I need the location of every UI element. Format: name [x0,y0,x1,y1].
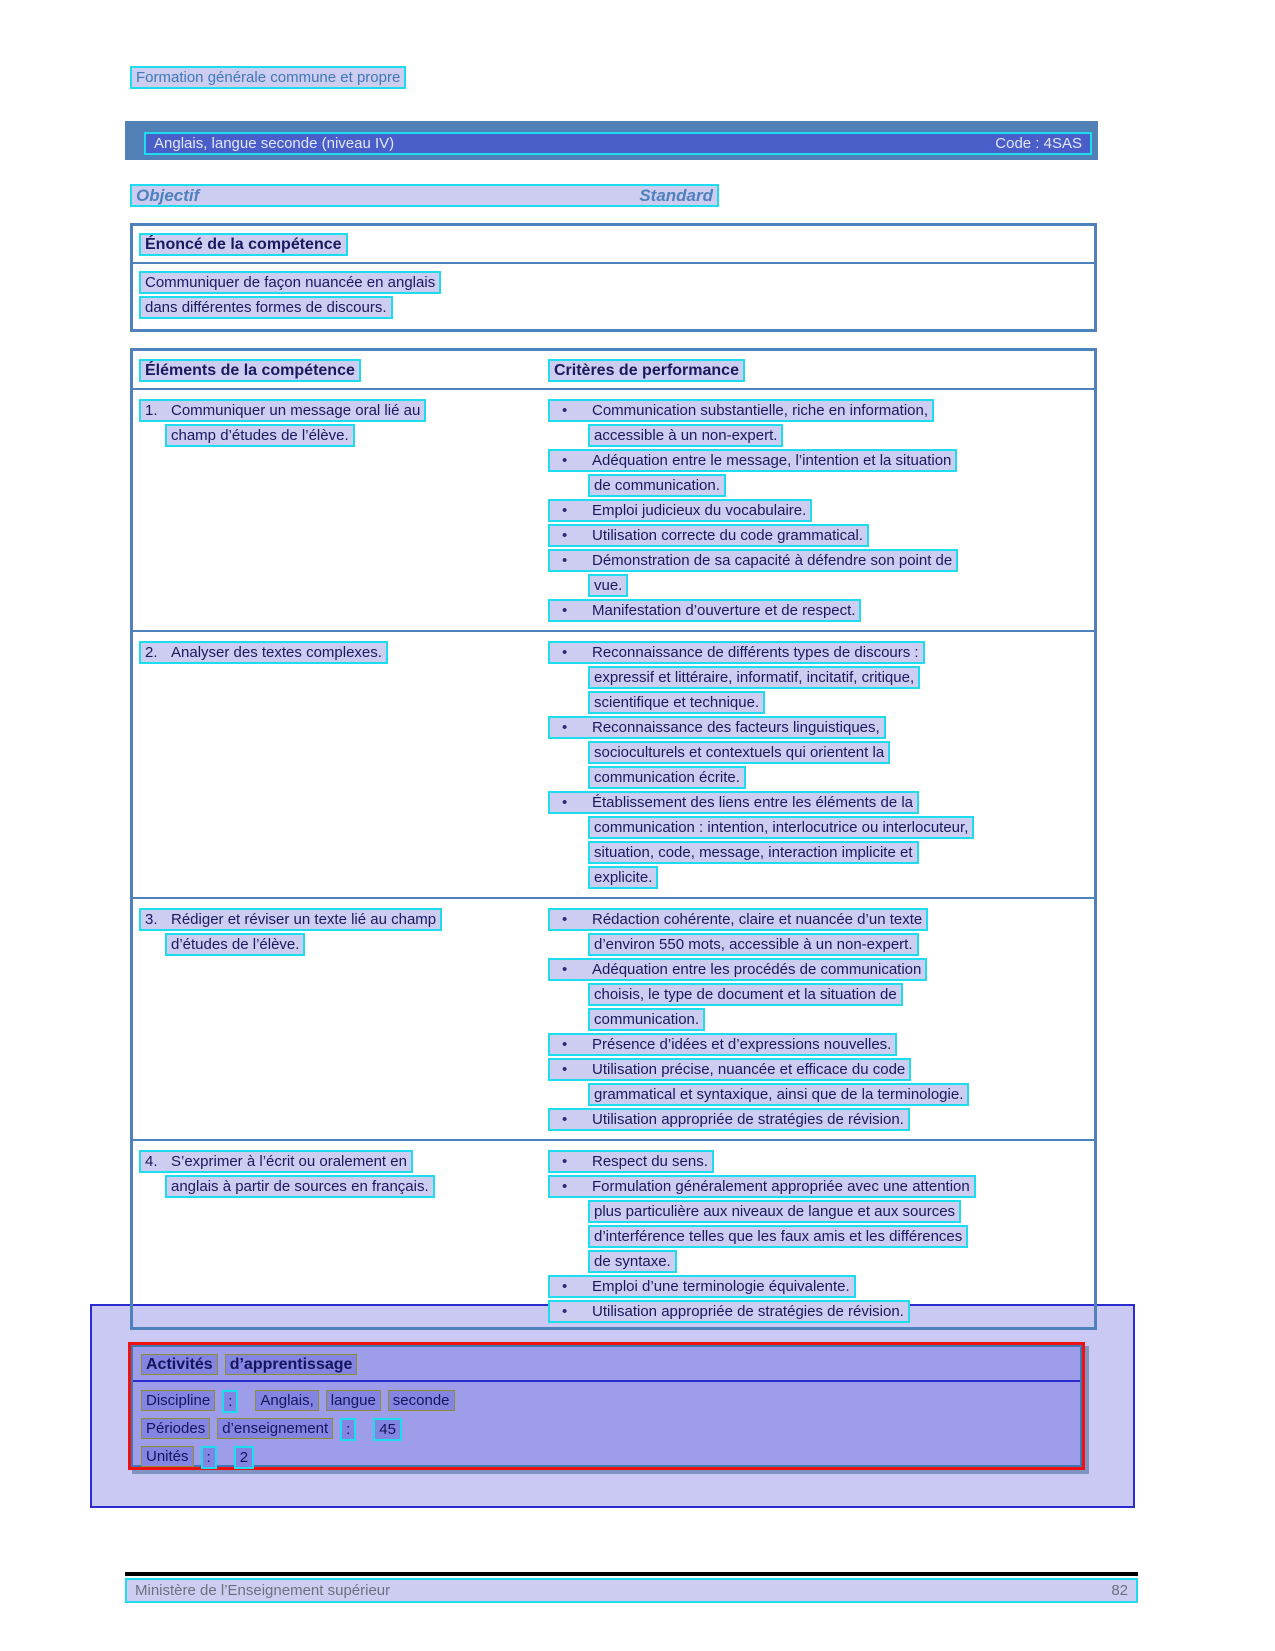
col2-header-cell [548,359,1094,382]
criterion-line [548,1150,1094,1173]
criterion-text-line: • Communication substantielle, riche en information, [548,399,934,422]
activities-colon: : [340,1418,356,1441]
header-note-text: Formation générale commune et propre [130,66,406,89]
criterion-line [548,574,1094,597]
element-line [139,908,548,931]
criterion-line [548,1108,1094,1131]
course-title: Anglais, langue seconde (niveau IV) [154,135,395,152]
criterion-text-line: de communication. [588,474,726,497]
criterion-text-line: situation, code, message, interaction implicite et [588,841,919,864]
enonce-table-header [133,226,1094,264]
element-cell [133,399,548,624]
activities-title-word: d’apprentissage [225,1354,358,1375]
criterion-text-line: accessible à un non-expert. [588,424,783,447]
competency-table [130,348,1097,1330]
criterion-line [548,499,1094,522]
criterion-line [548,716,1094,739]
criterion-line [548,1033,1094,1056]
criterion-text-line: communication : intention, interlocutrice ou interlocuteur, [588,816,974,839]
item-number: 1. [145,402,158,419]
bullet-icon: • [562,527,568,544]
element-text-line: 2. Analyser des textes complexes. [139,641,388,664]
element-cell [133,908,548,1133]
item-number: 2. [145,644,158,661]
criterion-text-line: • Adéquation entre les procédés de communication [548,958,927,981]
bullet-icon: • [562,402,568,419]
competency-row [133,1141,1094,1327]
element-line [139,641,548,664]
element-text-line: 4. S’exprimer à l’écrit ou oralement en [139,1150,413,1173]
section-titles [130,184,1097,207]
enonce-table [130,223,1097,332]
criterion-text-line: • Utilisation correcte du code grammatical. [548,524,869,547]
criterion-line [548,983,1094,1006]
footer-ministry-text: Ministère de l’Enseignement supérieur [135,1582,391,1599]
criterion-line [548,1275,1094,1298]
criterion-line [548,399,1094,422]
criterion-line [548,474,1094,497]
element-text-line: d’études de l’élève. [165,933,305,956]
activities-title [141,1354,1072,1375]
criterion-line [548,958,1094,981]
col1-header-text: Éléments de la compétence [139,359,361,382]
criterion-text-line: • Démonstration de sa capacité à défendre son point de [548,549,958,572]
criterion-line [548,766,1094,789]
activities-label-word: Unités [141,1446,194,1467]
criterion-text-line: • Reconnaissance de différents types de discours : [548,641,925,664]
criterion-text-line: vue. [588,574,628,597]
criterion-text-line: d’environ 550 mots, accessible à un non-expert. [588,933,919,956]
criterion-line [548,933,1094,956]
element-text-line: anglais à partir de sources en français. [165,1175,435,1198]
activities-inner-box [131,1345,1082,1467]
criterion-line [548,524,1094,547]
element-cell [133,1150,548,1325]
activities-label-word: Discipline [141,1390,215,1411]
course-code: Code : 4SAS [995,135,1082,152]
criterion-text-line: • Présence d’idées et d’expressions nouvelles. [548,1033,897,1056]
activities-row [141,1390,1072,1413]
activities-value-word: seconde [388,1390,455,1411]
criterion-text-line: choisis, le type de document et la situation de [588,983,903,1006]
criterion-line [548,449,1094,472]
footer-page-number: 82 [1111,1582,1128,1599]
standard-title: Standard [639,186,713,205]
activities-title-word: Activités [141,1354,218,1375]
course-banner [125,121,1098,160]
enonce-body-line [139,296,1088,319]
activities-red-frame [128,1342,1085,1470]
activities-label-word: Périodes [141,1418,210,1439]
criterion-line [548,1200,1094,1223]
bullet-icon: • [562,1178,568,1195]
criterion-text-line: de syntaxe. [588,1250,677,1273]
bullet-icon: • [562,1061,568,1078]
criteria-cell [548,399,1094,624]
element-line [139,424,548,447]
criteria-cell [548,1150,1094,1325]
element-text-line: 1. Communiquer un message oral lié au [139,399,426,422]
criterion-text-line: • Manifestation d’ouverture et de respect. [548,599,861,622]
course-banner-row [144,132,1092,155]
item-number: 4. [145,1153,158,1170]
criterion-text-line: communication. [588,1008,705,1031]
bullet-icon: • [562,1036,568,1053]
bullet-icon: • [562,552,568,569]
activities-row [141,1446,1072,1469]
criterion-line [548,549,1094,572]
element-text-line: 3. Rédiger et réviser un texte lié au champ [139,908,442,931]
bullet-icon: • [562,502,568,519]
bullet-icon: • [562,644,568,661]
competency-rows [133,390,1094,1327]
criterion-line [548,1225,1094,1248]
activities-colon: : [222,1390,238,1413]
bullet-icon: • [562,794,568,811]
bullet-icon: • [562,961,568,978]
criterion-text-line: d’interférence telles que les faux amis et les différences [588,1225,968,1248]
criterion-text-line: • Emploi judicieux du vocabulaire. [548,499,812,522]
criterion-text-line: plus particulière aux niveaux de langue et aux sources [588,1200,961,1223]
criterion-line [548,741,1094,764]
element-line [139,1150,548,1173]
activities-value-word: 2 [234,1446,254,1469]
criterion-text-line: • Adéquation entre le message, l’intention et la situation [548,449,957,472]
enonce-table-body [133,264,1094,329]
criterion-line [548,908,1094,931]
criteria-cell [548,641,1094,891]
element-text-line: champ d’études de l’élève. [165,424,355,447]
col1-header-cell [133,359,548,382]
competency-row [133,899,1094,1141]
competency-row [133,390,1094,632]
activities-annotation-box [90,1304,1135,1508]
activities-rows [141,1390,1072,1469]
objectif-title: Objectif [136,186,200,205]
criterion-text-line: scientifique et technique. [588,691,765,714]
bullet-icon: • [562,602,568,619]
enonce-body-text: Communiquer de façon nuancée en anglais [139,271,441,294]
criterion-text-line: grammatical et syntaxique, ainsi que de la terminologie. [588,1083,969,1106]
criterion-text-line: • Utilisation précise, nuancée et efficace du code [548,1058,911,1081]
activities-colon: : [201,1446,217,1469]
activities-value-word: Anglais, [255,1390,318,1411]
footer-rule [125,1572,1138,1576]
criterion-text-line: • Utilisation appropriée de stratégies de révision. [548,1300,910,1323]
competency-row [133,632,1094,899]
header-note [130,0,1097,89]
bullet-icon: • [562,719,568,736]
bullet-icon: • [562,452,568,469]
element-cell [133,641,548,891]
criterion-line [548,1083,1094,1106]
element-line [139,1175,548,1198]
criterion-line [548,424,1094,447]
bullet-icon: • [562,1153,568,1170]
criterion-line [548,1300,1094,1323]
activities-value-word: langue [326,1390,381,1411]
criterion-text-line: • Formulation généralement appropriée avec une attention [548,1175,976,1198]
criterion-line [548,1058,1094,1081]
criterion-line [548,691,1094,714]
activities-row [141,1418,1072,1441]
criterion-text-line: communication écrite. [588,766,746,789]
activities-label-word: d’enseignement [217,1418,333,1439]
criterion-text-line: • Rédaction cohérente, claire et nuancée d’un texte [548,908,928,931]
bullet-icon: • [562,911,568,928]
element-line [139,933,548,956]
criterion-line [548,866,1094,889]
criterion-text-line: socioculturels et contextuels qui orientent la [588,741,890,764]
section-titles-box [130,184,719,207]
criterion-line [548,666,1094,689]
criterion-text-line: • Utilisation appropriée de stratégies de révision. [548,1108,910,1131]
enonce-body-text: dans différentes formes de discours. [139,296,393,319]
enonce-header-text: Énoncé de la compétence [139,233,348,256]
competency-table-header [133,351,1094,390]
bullet-icon: • [562,1278,568,1295]
criterion-text-line: expressif et littéraire, informatif, incitatif, critique, [588,666,920,689]
activities-value-word: 45 [373,1418,402,1441]
col2-header-text: Critères de performance [548,359,745,382]
criterion-line [548,791,1094,814]
criterion-text-line: explicite. [588,866,658,889]
enonce-body-line [139,271,1088,294]
criterion-text-line: • Établissement des liens entre les éléments de la [548,791,919,814]
footer [125,1578,1138,1603]
bullet-icon: • [562,1303,568,1320]
activities-title-separator [133,1380,1080,1382]
criterion-text-line: • Emploi d’une terminologie équivalente. [548,1275,856,1298]
criterion-line [548,599,1094,622]
element-line [139,399,548,422]
item-number: 3. [145,911,158,928]
criterion-line [548,1175,1094,1198]
criteria-cell [548,908,1094,1133]
criterion-line [548,816,1094,839]
criterion-line [548,1008,1094,1031]
criterion-text-line: • Respect du sens. [548,1150,714,1173]
criterion-line [548,841,1094,864]
criterion-text-line: • Reconnaissance des facteurs linguistiques, [548,716,886,739]
bullet-icon: • [562,1111,568,1128]
criterion-line [548,641,1094,664]
criterion-line [548,1250,1094,1273]
